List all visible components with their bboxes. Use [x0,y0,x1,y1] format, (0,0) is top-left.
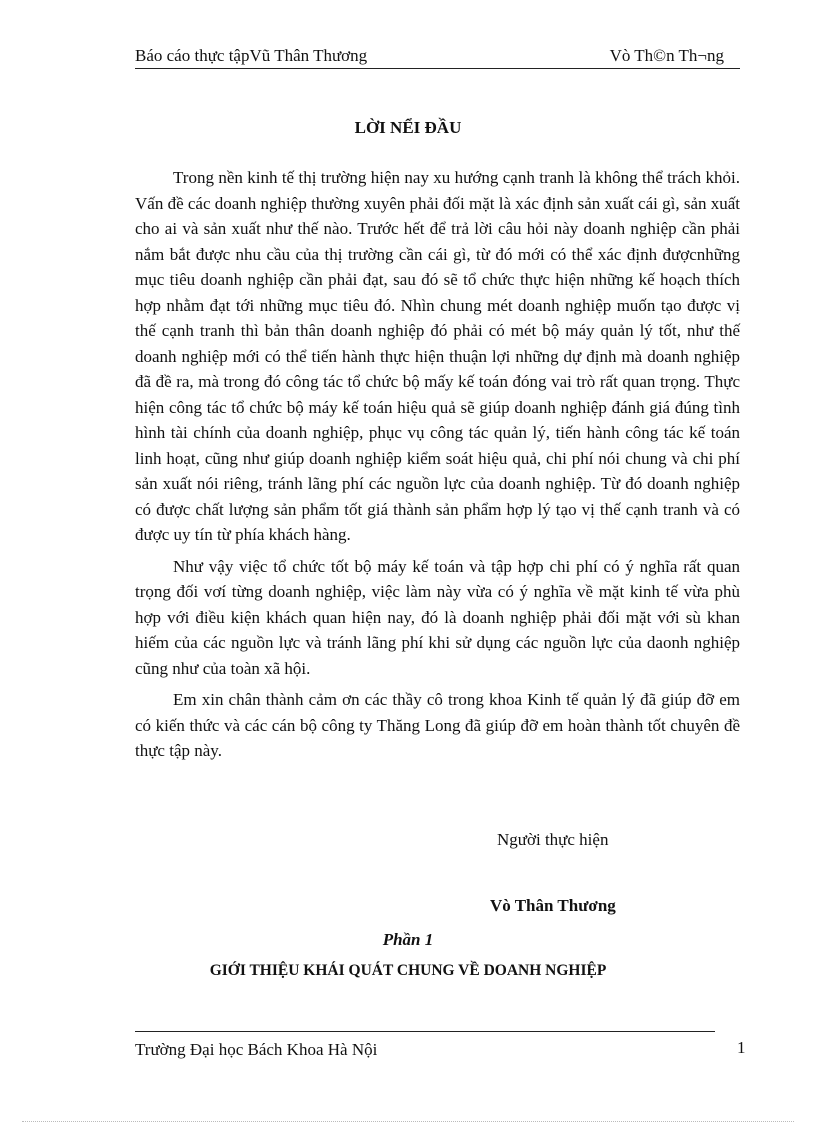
paragraph-2: Như vậy việc tổ chức tốt bộ máy kế toán và tập hợp chi phí có ý nghĩa rất quan trọng đối vơí từng doanh nghiệp, việc làm này vừa có ý nghĩa về mặt kinh tế vừa phù hợp với điều kiện khách quan hiện nay, đó là doanh nghiệp phải đối mặt với sù khan hiếm của các nguồn lực và tránh lãng phí khi sử dụng các nguồn lực của daonh nghiệp cũng như của toàn xã hội. [135,556,740,678]
signer-label: Người thực hiện [497,830,609,849]
body-text [135,165,740,770]
page-bottom-divider [22,1121,794,1122]
page-title: LỜI NỂI ĐẦU [354,118,462,137]
paragraph-1: Trong nền kinh tế thị trường hiện nay xu hướng cạnh tranh là không thể trách khỏi. Vấn đề các doanh nghiệp thường xuyên phải đối mặt là xác định sản xuất cái gì, sản xuất cho ai và sản xuất như thế nào. Trước hết để trả lời câu hỏi này doanh nghiệp cần phải nắm bắt được nhu cầu của thị trường cần cái gì, từ đó mới có thể xác định đượcnhững mục tiêu doanh nghiệp cần phải đạt, sau đó sẽ tổ chức thực hiện những kế hoạch thích hợp nhằm đạt tới những mục tiêu đó. Nhìn chung mét doanh nghiệp muốn tạo được vị thế cạnh tranh thì bản thân doanh nghiệp đó phải có mét bộ máy quản lý tốt, như thế doanh nghiệp mới có thể tiến hành thực hiện thuận lợi những dự định mà doanh nghiệp đã đề ra, mà trong đó công tác tổ chức bộ mấy kế toán đóng vai trò rất quan trọng. Thực hiện công tác tổ chức bộ máy kế toán hiệu quả sẽ giúp doanh nghiệp đánh giá đúng tình hình tài chính của doanh nghiệp, phục vụ công tác quản lý, tiến hành công tác kế toán linh hoạt, cũng như giúp doanh nghiệp kiểm soát hiệu quả, chi phí nói chung và chi phí sản xuất nói riêng, tránh lãng phí các nguồn lực của doanh nghiệp. Từ đó doanh nghiệp có được chất lượng sản phẩm tốt giá thành sản phẩm hợp lý tạo vị thế cạnh tranh và có được uy tín từ phía khách hàng. [135,168,741,544]
footer-divider [135,1031,715,1032]
page-header [135,44,740,69]
signer-name: Vò Thân Thương [490,896,616,915]
header-left-text: Báo cáo thực tậpVũ Thân Thương [135,46,368,65]
page-number: 1 [737,1038,746,1057]
section-title: GIỚI THIỆU KHÁI QUÁT CHUNG VỀ DOANH NGHIỆP [209,962,607,979]
part-title: Phần 1 [382,930,434,949]
footer-text: Trường Đại học Bách Khoa Hà Nội [135,1040,378,1059]
paragraph-3: Em xin chân thành cảm ơn các thầy cô trong khoa Kinh tế quản lý đã giúp đỡ em có kiến thức và các cán bộ công ty Thăng Long đã giúp đỡ em hoàn thành tốt chuyên đề thực tập này. [135,690,740,760]
header-right-text: Vò Th©n Th¬ng [609,46,724,65]
